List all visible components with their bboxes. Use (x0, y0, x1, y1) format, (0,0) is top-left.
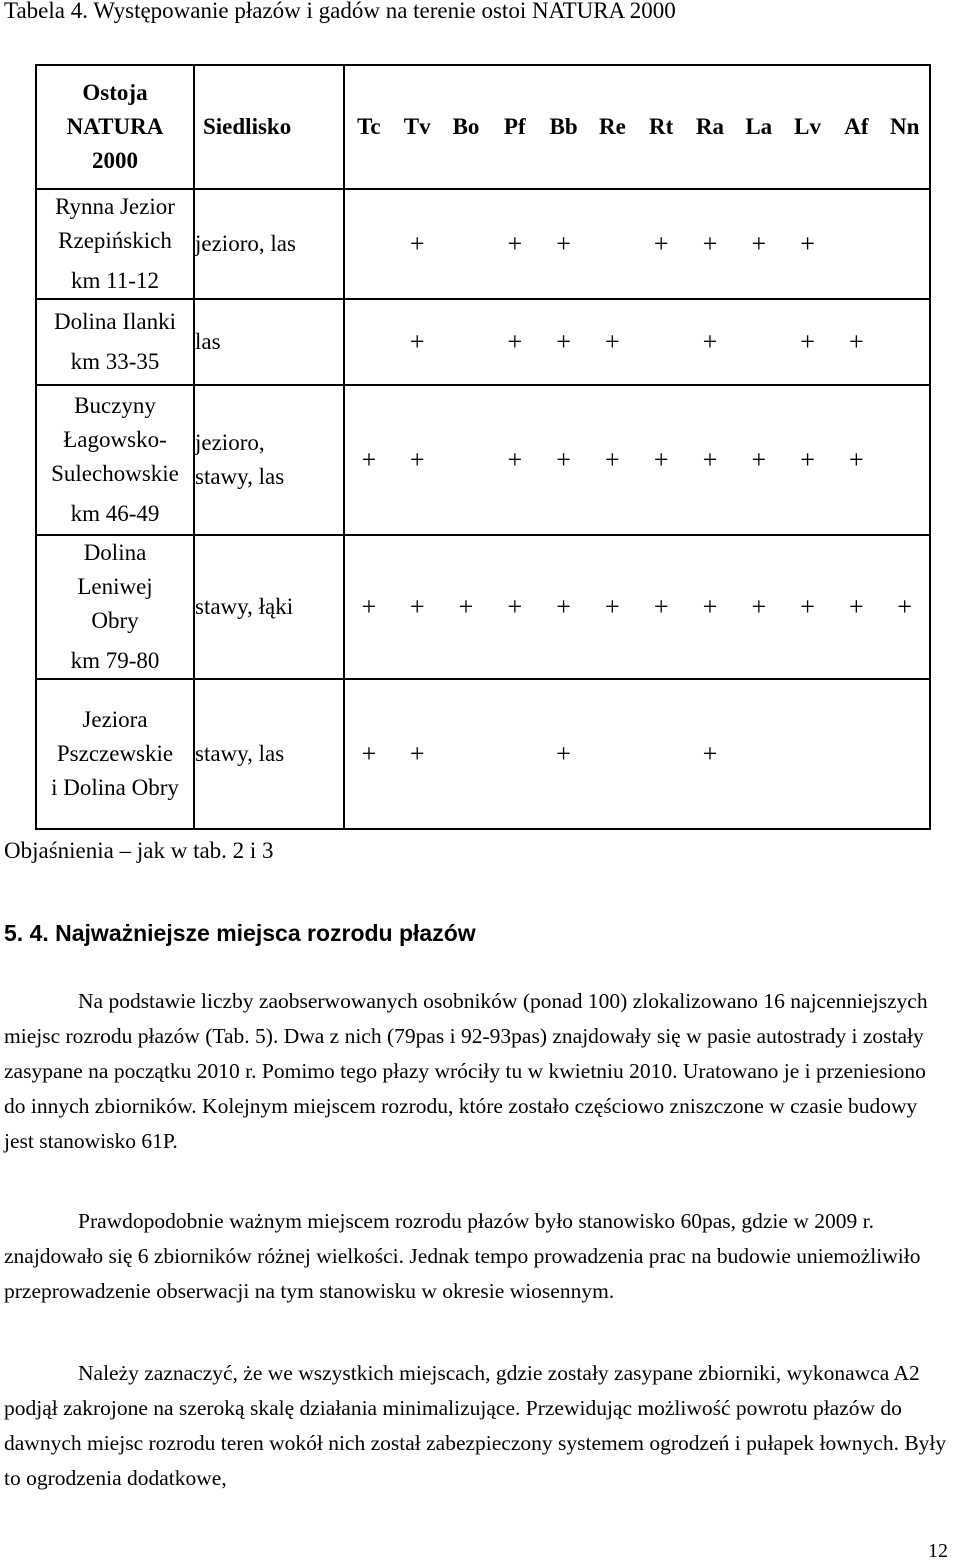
occurrence-mark: + (686, 535, 735, 679)
ostoja-name-line: Dolina (83, 540, 147, 565)
ostoja-name-line: Dolina Ilanki (54, 309, 176, 334)
ostoja-name-line: Leniwej (77, 574, 153, 599)
occurrence-mark (734, 679, 783, 829)
occurrence-mark (344, 189, 393, 299)
occurrence-mark: + (393, 189, 442, 299)
siedlisko-line: stawy, las (195, 464, 285, 489)
occurrence-mark: + (344, 679, 393, 829)
occurrence-mark (442, 385, 491, 535)
occurrence-mark: + (490, 385, 539, 535)
occurrence-mark (442, 189, 491, 299)
header-siedlisko: Siedlisko (194, 65, 344, 189)
occurrence-mark: + (686, 189, 735, 299)
occurrence-mark (588, 189, 637, 299)
table-header-row (36, 65, 930, 189)
ostoja-cell (36, 679, 194, 829)
occurrence-mark: + (783, 299, 832, 385)
paragraph-text: Prawdopodobnie ważnym miejscem rozrodu płazów było stanowisko 60pas, gdzie w 2009 r. znajdowało się 6 zbiorników różnej wielkości. Jednak tempo prowadzenia prac na budowie uniemożliwiło przeprowadzenie obserwacji na tym stanowisku w okresie wiosennym. (4, 1209, 921, 1303)
table-row (36, 385, 930, 535)
header-species: Re (588, 65, 637, 189)
occurrence-mark: + (442, 535, 491, 679)
ostoja-cell (36, 535, 194, 679)
paragraph-text: Na podstawie liczby zaobserwowanych osobników (ponad 100) zlokalizowano 16 najcenniejszych miejsc rozrodu płazów (Tab. 5). Dwa z nich (79pas i 92-93pas) znajdowały się w pasie autostrady i zostały zasypane na początku 2010 r. Pomimo tego płazy wróciły tu w kwietniu 2010. Uratowano je i przeniesiono do innych zbiorników. Kolejnym miejscem rozrodu, które zostało częściowo zniszczone w czasie budowy jest stanowisko 61P. (4, 989, 928, 1153)
occurrence-mark: + (539, 299, 588, 385)
ostoja-km: km 11-12 (71, 268, 159, 293)
occurrence-mark (734, 299, 783, 385)
header-ostoja (36, 65, 194, 189)
header-species: Af (832, 65, 881, 189)
ostoja-name-line: i Dolina Obry (51, 775, 179, 800)
occurrence-mark: + (686, 385, 735, 535)
ostoja-name-line: Rzepińskich (58, 228, 172, 253)
occurrence-mark: + (490, 189, 539, 299)
header-species: La (734, 65, 783, 189)
occurrence-mark (442, 679, 491, 829)
occurrence-mark (881, 679, 930, 829)
ostoja-name-line: Buczyny (74, 393, 156, 418)
siedlisko-cell (194, 679, 344, 829)
siedlisko-cell (194, 535, 344, 679)
header-species: Pf (490, 65, 539, 189)
header-species: Ra (686, 65, 735, 189)
natura-table (35, 64, 931, 830)
header-species: Tv (393, 65, 442, 189)
occurrence-mark (881, 385, 930, 535)
occurrence-mark (637, 299, 686, 385)
header-ostoja-line: Ostoja (82, 80, 148, 105)
table-row (36, 189, 930, 299)
ostoja-km: km 46-49 (70, 501, 160, 526)
ostoja-name-line: Rynna Jezior (55, 194, 175, 219)
siedlisko-cell (194, 385, 344, 535)
occurrence-mark: + (734, 385, 783, 535)
section-heading: 5. 4. Najważniejsze miejsca rozrodu płazów (4, 920, 476, 946)
siedlisko-line: jezioro, (195, 430, 265, 455)
ostoja-cell (36, 385, 194, 535)
occurrence-mark: + (832, 535, 881, 679)
occurrence-mark (344, 299, 393, 385)
occurrence-mark (637, 679, 686, 829)
ostoja-name-line: Jeziora (82, 707, 148, 732)
header-ostoja-line: NATURA (66, 114, 164, 139)
occurrence-mark (832, 189, 881, 299)
occurrence-mark (442, 299, 491, 385)
occurrence-mark: + (393, 299, 442, 385)
occurrence-mark: + (344, 535, 393, 679)
occurrence-mark: + (783, 535, 832, 679)
occurrence-mark: + (686, 299, 735, 385)
table-row (36, 535, 930, 679)
occurrence-mark (490, 679, 539, 829)
occurrence-mark: + (490, 299, 539, 385)
header-species: Tc (344, 65, 393, 189)
ostoja-cell (36, 189, 194, 299)
header-species: Lv (783, 65, 832, 189)
occurrence-mark: + (539, 679, 588, 829)
occurrence-mark: + (588, 299, 637, 385)
header-species: Bo (442, 65, 491, 189)
occurrence-mark: + (783, 189, 832, 299)
occurrence-mark: + (539, 385, 588, 535)
occurrence-mark: + (539, 535, 588, 679)
occurrence-mark: + (637, 385, 686, 535)
occurrence-mark: + (393, 535, 442, 679)
body-paragraph (4, 1204, 948, 1309)
occurrence-mark: + (686, 679, 735, 829)
ostoja-km: km 33-35 (70, 349, 160, 374)
occurrence-mark: + (344, 385, 393, 535)
siedlisko-cell (194, 189, 344, 299)
occurrence-mark (881, 189, 930, 299)
occurrence-mark: + (783, 385, 832, 535)
table-row (36, 299, 930, 385)
table-note: Objaśnienia – jak w tab. 2 i 3 (4, 838, 274, 863)
occurrence-mark: + (637, 535, 686, 679)
occurrence-mark: + (393, 679, 442, 829)
header-ostoja-line: 2000 (92, 148, 138, 173)
body-paragraph (4, 984, 948, 1159)
siedlisko-cell (194, 299, 344, 385)
ostoja-km: km 79-80 (70, 648, 160, 673)
ostoja-name-line: Sulechowskie (51, 461, 179, 486)
siedlisko-line: stawy, las (195, 741, 285, 766)
occurrence-mark: + (734, 189, 783, 299)
ostoja-cell (36, 299, 194, 385)
occurrence-mark: + (588, 385, 637, 535)
page-number: 12 (928, 1540, 948, 1562)
occurrence-mark: + (832, 299, 881, 385)
occurrence-mark: + (832, 385, 881, 535)
table-caption: Tabela 4. Występowanie płazów i gadów na terenie ostoi NATURA 2000 (4, 0, 676, 23)
ostoja-name-line: Obry (91, 608, 139, 633)
table-row (36, 679, 930, 829)
occurrence-mark: + (393, 385, 442, 535)
occurrence-mark: + (539, 189, 588, 299)
header-species: Bb (539, 65, 588, 189)
occurrence-mark: + (588, 535, 637, 679)
paragraph-text: Należy zaznaczyć, że we wszystkich miejscach, gdzie zostały zasypane zbiorniki, wykonawca A2 podjął zakrojone na szeroką skalę działania minimalizujące. Przewidując możliwość powrotu płazów do dawnych miejsc rozrodu teren wokół nich został zabezpieczony systemem ogrodzeń i pułapek łownych. Były to ogrodzenia dodatkowe, (4, 1361, 947, 1490)
siedlisko-line: stawy, łąki (195, 594, 294, 619)
occurrence-mark (832, 679, 881, 829)
header-species: Rt (637, 65, 686, 189)
occurrence-mark: + (637, 189, 686, 299)
ostoja-name-line: Pszczewskie (56, 741, 174, 766)
occurrence-mark (881, 299, 930, 385)
occurrence-mark: + (881, 535, 930, 679)
siedlisko-line: las (195, 329, 221, 354)
occurrence-mark: + (734, 535, 783, 679)
occurrence-mark: + (490, 535, 539, 679)
header-species: Nn (881, 65, 930, 189)
occurrence-mark (783, 679, 832, 829)
body-paragraph (4, 1356, 948, 1496)
siedlisko-line: jezioro, las (195, 231, 296, 256)
natura-table-body (36, 65, 930, 829)
occurrence-mark (588, 679, 637, 829)
ostoja-name-line: Łagowsko- (63, 427, 167, 452)
